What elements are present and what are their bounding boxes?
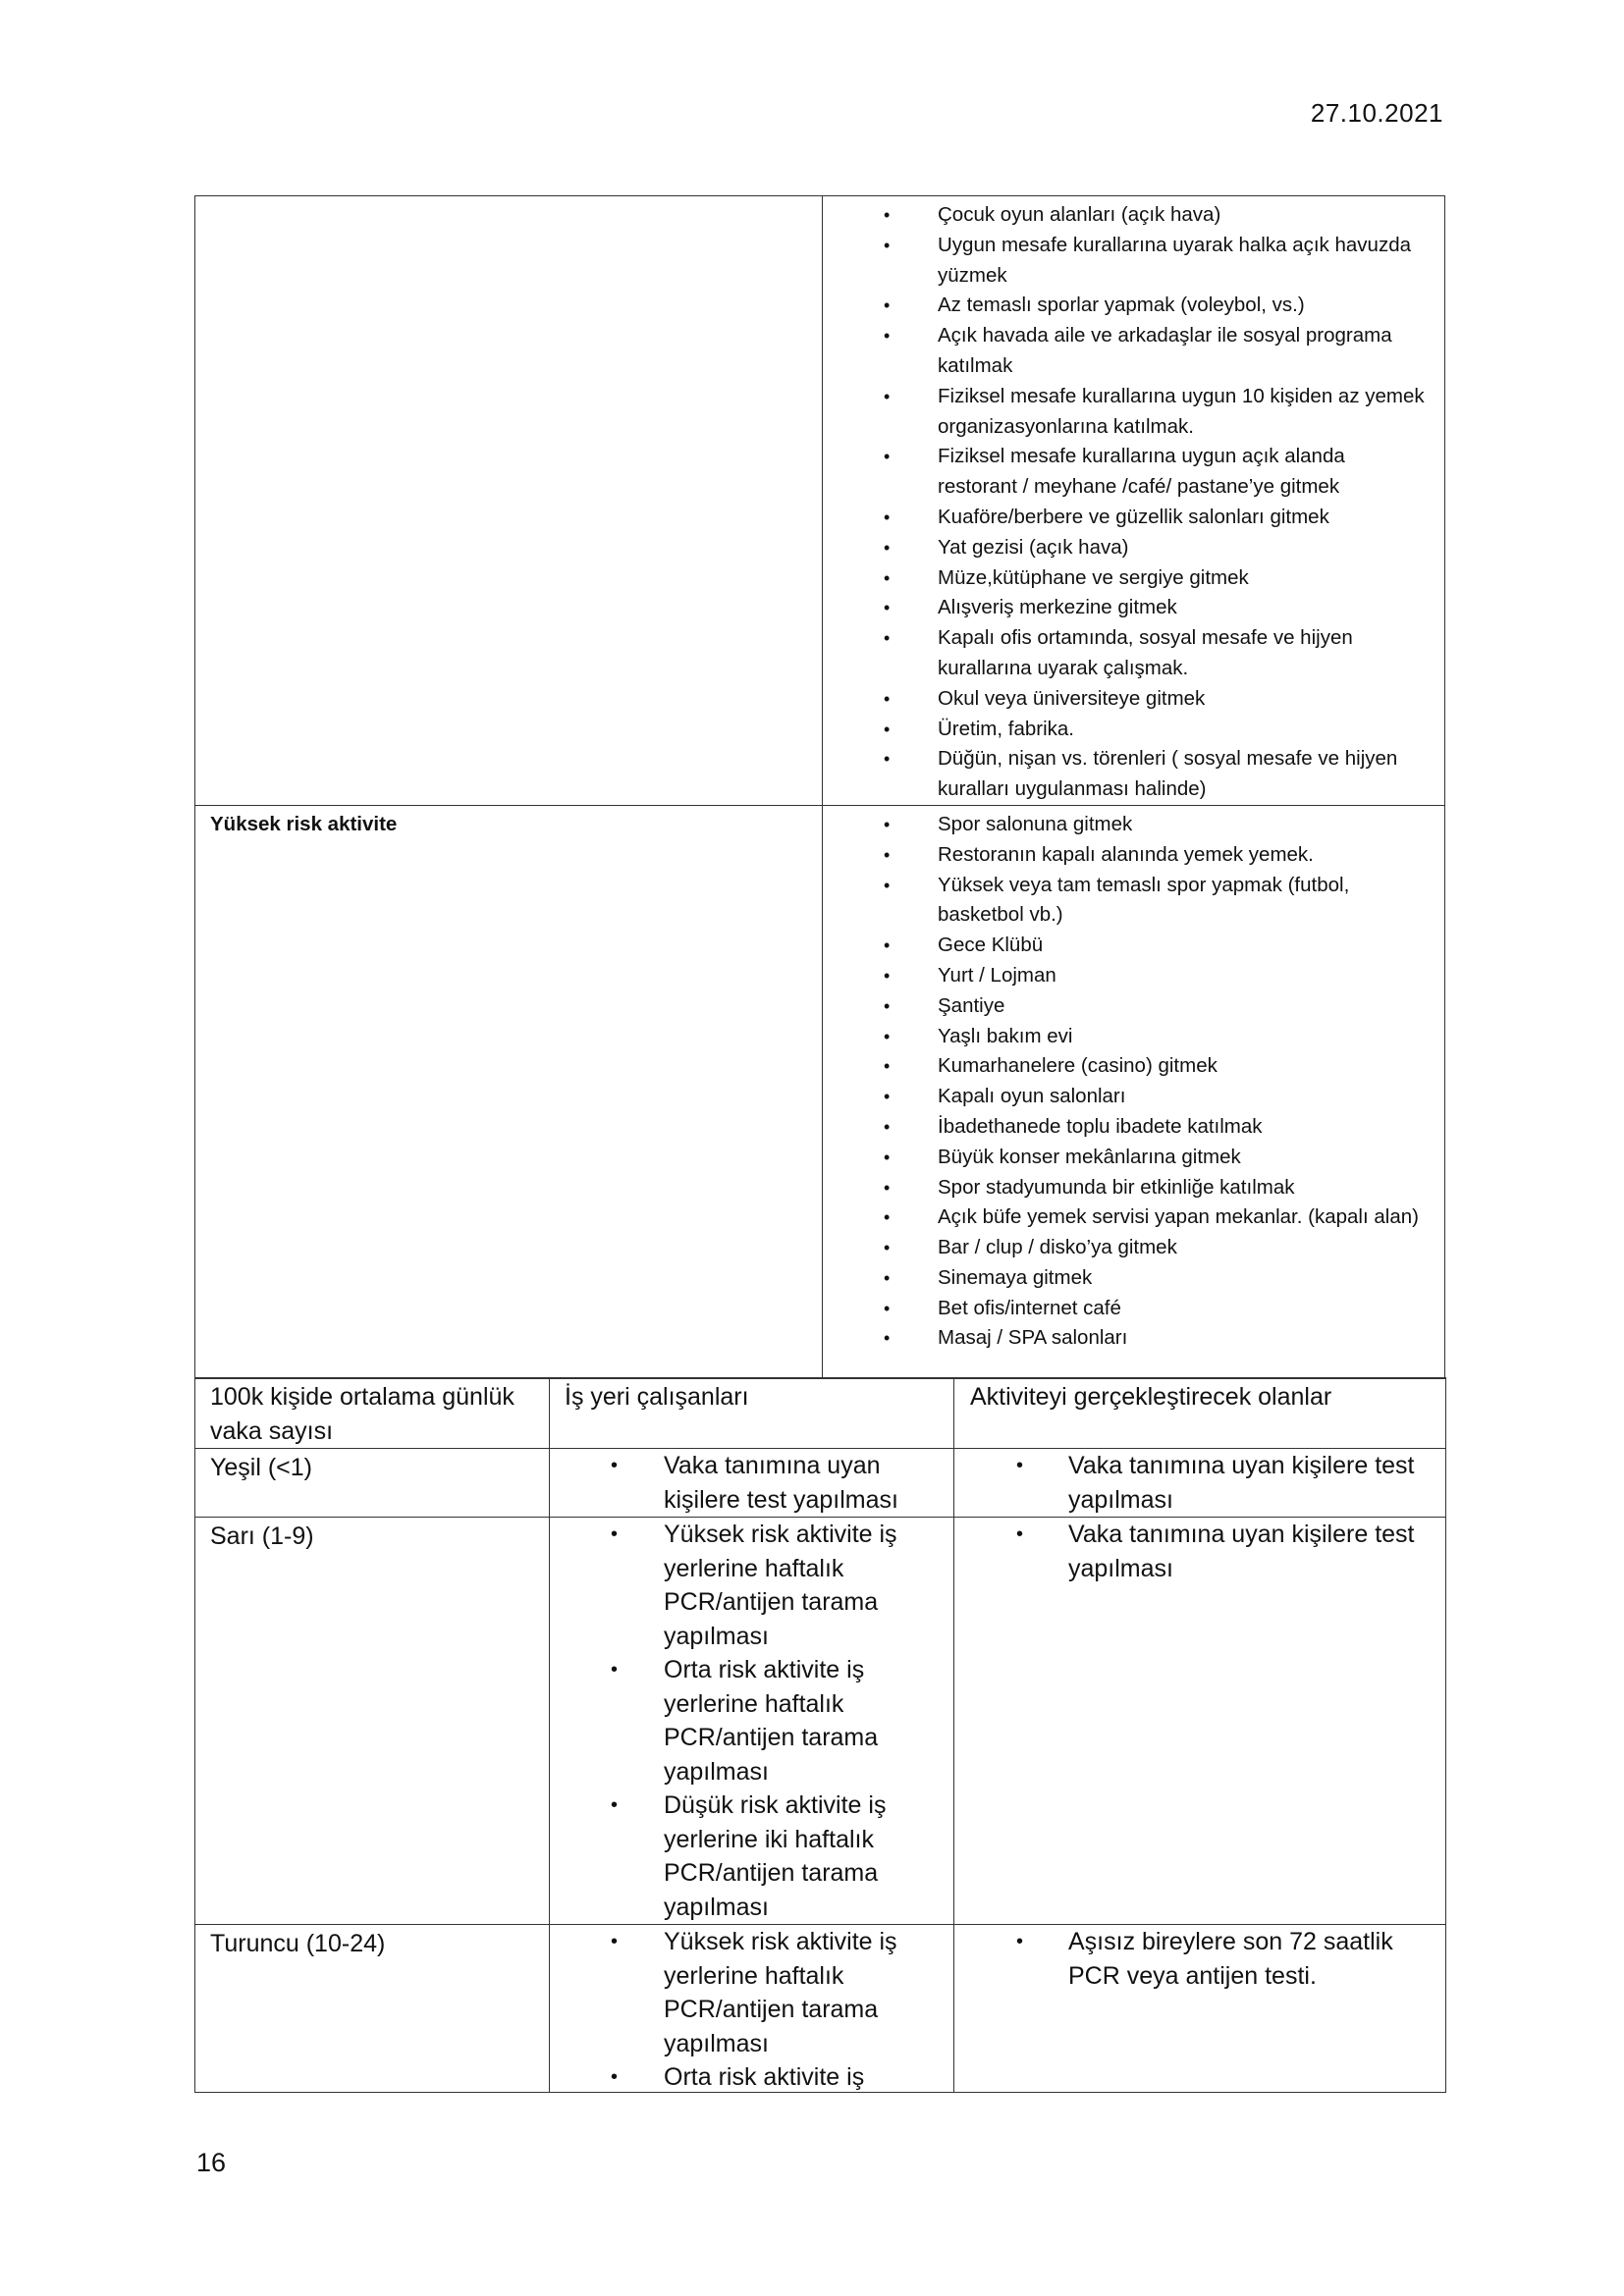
list-item — [550, 1789, 953, 1924]
bullet-icon: • — [884, 507, 891, 527]
table-row — [195, 805, 1445, 1378]
list-item-text: Kapalı oyun salonları — [938, 1085, 1126, 1108]
bullet-icon: • — [884, 235, 891, 255]
header-participants: Aktiviteyi gerçekleştirecek olanlar — [970, 1383, 1332, 1411]
list-item-text: Fiziksel mesafe kurallarına uygun açık alanda restorant / meyhane /café/ pastane’ye gitmek — [938, 445, 1345, 499]
bullet-icon: • — [884, 1026, 891, 1046]
participants-list — [954, 1925, 1445, 1993]
bullet-icon: • — [884, 205, 891, 225]
list-item-text: Çocuk oyun alanları (açık hava) — [938, 203, 1221, 226]
list-item — [823, 442, 1444, 503]
list-item-text: Masaj / SPA salonları — [938, 1326, 1128, 1350]
bullet-icon: • — [1016, 1931, 1024, 1952]
bullet-icon: • — [884, 1147, 891, 1167]
list-item-text: Okul veya üniversiteye gitmek — [938, 686, 1206, 710]
bullet-icon: • — [884, 567, 891, 588]
activity-list-cell — [823, 196, 1445, 806]
header-cell — [195, 1378, 550, 1449]
bullet-icon: • — [884, 628, 891, 649]
list-item — [823, 1112, 1444, 1143]
list-item-text: Spor salonuna gitmek — [938, 812, 1133, 835]
list-item-text: İbadethanede toplu ibadete katılmak — [938, 1114, 1263, 1138]
level-orange: Turuncu (10-24) — [210, 1930, 386, 1957]
workers-list — [550, 1449, 953, 1517]
bullet-icon: • — [884, 1267, 891, 1288]
bullet-icon: • — [884, 1207, 891, 1228]
list-item — [823, 1294, 1444, 1324]
list-item — [823, 961, 1444, 991]
participants-list — [954, 1449, 1445, 1517]
bullet-icon: • — [884, 1298, 891, 1318]
bullet-icon: • — [884, 326, 891, 347]
list-item — [823, 684, 1444, 715]
list-item-text: Sinemaya gitmek — [938, 1265, 1093, 1289]
bullet-icon: • — [884, 719, 891, 739]
bullet-icon: • — [884, 688, 891, 709]
list-item — [550, 1449, 953, 1517]
list-item — [823, 1143, 1444, 1173]
bullet-icon: • — [884, 844, 891, 865]
level-cell — [195, 1925, 550, 2093]
risk-label-cell — [195, 805, 823, 1378]
bullet-icon: • — [611, 1794, 619, 1816]
list-item-text: Düşük risk aktivite iş yerlerine iki haftalık PCR/antijen tarama yapılması — [664, 1791, 887, 1921]
list-item — [823, 871, 1444, 932]
list-item-text: Orta risk aktivite iş — [664, 2063, 865, 2091]
activity-list-cell — [823, 805, 1445, 1378]
risk-label-cell — [195, 196, 823, 806]
list-item — [550, 1518, 953, 1653]
header-workers: İş yeri çalışanları — [565, 1383, 749, 1411]
bullet-icon: • — [884, 814, 891, 834]
level-cell — [195, 1449, 550, 1518]
activity-list — [823, 196, 1444, 805]
list-item-text: Uygun mesafe kurallarına uyarak halka açık havuzda yüzmek — [938, 233, 1412, 287]
list-item-text: Açık havada aile ve arkadaşlar ile sosyal programa katılmak — [938, 324, 1392, 377]
list-item-text: Fiziksel mesafe kurallarına uygun 10 kişiden az yemek organizasyonlarına katılmak. — [938, 384, 1425, 438]
level-cell — [195, 1518, 550, 1925]
bullet-icon: • — [611, 2066, 619, 2088]
list-item-text: Az temaslı sporlar yapmak (voleybol, vs.) — [938, 294, 1305, 317]
list-item-text: Vaka tanımına uyan kişilere test yapılması — [1068, 1521, 1415, 1582]
workers-cell — [550, 1518, 954, 1925]
header-case-count: 100k kişide ortalama günlük vaka sayısı — [210, 1383, 514, 1445]
participants-cell — [954, 1518, 1446, 1925]
list-item — [954, 1925, 1445, 1993]
bullet-icon: • — [884, 965, 891, 986]
list-item-text: Düğün, nişan vs. törenleri ( sosyal mesafe ve hijyen kuralları uygulanması halinde) — [938, 747, 1398, 801]
list-item — [823, 1233, 1444, 1263]
bullet-icon: • — [884, 1328, 891, 1349]
list-item-text: Vaka tanımına uyan kişilere test yapılması — [1068, 1452, 1415, 1514]
bullet-icon: • — [884, 537, 891, 558]
bullet-icon: • — [611, 1931, 619, 1952]
list-item-text: Yurt / Lojman — [938, 963, 1056, 987]
list-item-text: Spor stadyumunda bir etkinliğe katılmak — [938, 1175, 1295, 1199]
bullet-icon: • — [884, 1238, 891, 1258]
list-item — [823, 1051, 1444, 1082]
list-item — [550, 1653, 953, 1789]
bullet-icon: • — [884, 447, 891, 467]
list-item — [823, 623, 1444, 684]
table-row — [195, 1925, 1446, 2093]
bullet-icon: • — [884, 935, 891, 956]
list-item — [550, 2060, 953, 2092]
list-item — [823, 321, 1444, 382]
list-item — [823, 991, 1444, 1022]
bullet-icon: • — [884, 1087, 891, 1107]
bullet-icon: • — [611, 1659, 619, 1681]
list-item-text: Bar / clup / disko’ya gitmek — [938, 1236, 1177, 1259]
list-item-text: Büyük konser mekânlarına gitmek — [938, 1145, 1241, 1168]
list-item — [823, 810, 1444, 840]
list-item — [823, 1022, 1444, 1052]
list-item-text: Restoranın kapalı alanında yemek yemek. — [938, 842, 1314, 866]
list-item — [823, 1173, 1444, 1203]
header-cell — [550, 1378, 954, 1449]
list-item-text: Vaka tanımına uyan kişilere test yapılması — [664, 1452, 898, 1514]
bullet-icon: • — [884, 1056, 891, 1077]
testing-policy-table — [194, 1377, 1446, 2093]
bullet-icon: • — [884, 386, 891, 406]
list-item-text: Yüksek risk aktivite iş yerlerine haftalık PCR/antijen tarama yapılması — [664, 1928, 897, 2057]
bullet-icon: • — [884, 1116, 891, 1137]
list-item — [823, 382, 1444, 443]
bullet-icon: • — [884, 749, 891, 770]
list-item — [954, 1518, 1445, 1585]
risk-label — [195, 196, 822, 200]
table-header-row — [195, 1378, 1446, 1449]
list-item-text: Şantiye — [938, 993, 1005, 1017]
list-item — [954, 1449, 1445, 1517]
list-item-text: Müze,kütüphane ve sergiye gitmek — [938, 565, 1249, 589]
list-item — [823, 593, 1444, 623]
bullet-icon: • — [884, 598, 891, 618]
activity-risk-table — [194, 195, 1445, 1379]
workers-cell — [550, 1925, 954, 2093]
workers-cell — [550, 1449, 954, 1518]
list-item — [823, 1202, 1444, 1233]
list-item-text: Bet ofis/internet café — [938, 1296, 1121, 1319]
list-item-text: Yaşlı bakım evi — [938, 1024, 1073, 1047]
workers-list — [550, 1925, 953, 2092]
list-item-text: Açık büfe yemek servisi yapan mekanlar. (kapalı alan) — [938, 1205, 1419, 1229]
list-item — [823, 840, 1444, 871]
bullet-icon: • — [1016, 1523, 1024, 1545]
list-item-text: Gece Klübü — [938, 934, 1044, 957]
list-item-text: Üretim, fabrika. — [938, 717, 1074, 740]
list-item-text: Aşısız bireylere son 72 saatlik PCR veya antijen testi. — [1068, 1928, 1393, 1990]
level-yellow: Sarı (1-9) — [210, 1522, 314, 1550]
list-item-text: Yat gezisi (açık hava) — [938, 535, 1129, 559]
bullet-icon: • — [884, 995, 891, 1016]
list-item — [823, 503, 1444, 533]
risk-label: Yüksek risk aktivite — [210, 812, 398, 835]
list-item — [823, 1082, 1444, 1112]
participants-cell — [954, 1449, 1446, 1518]
table-row — [195, 1449, 1446, 1518]
level-green: Yeşil (<1) — [210, 1454, 312, 1481]
bullet-icon: • — [884, 1177, 891, 1198]
list-item — [823, 931, 1444, 961]
bullet-icon: • — [1016, 1455, 1024, 1476]
list-item-text: Kumarhanelere (casino) gitmek — [938, 1054, 1218, 1078]
list-item-text: Kuaföre/berbere ve güzellik salonları gitmek — [938, 505, 1329, 528]
document-date: 27.10.2021 — [1310, 98, 1443, 128]
list-item — [823, 1263, 1444, 1294]
bullet-icon: • — [611, 1523, 619, 1545]
table-row — [195, 196, 1445, 806]
list-item — [823, 1323, 1444, 1354]
page-number: 16 — [196, 2148, 227, 2177]
list-item — [823, 291, 1444, 321]
header-cell — [954, 1378, 1446, 1449]
activity-list — [823, 806, 1444, 1354]
bullet-icon: • — [884, 875, 891, 895]
list-item — [823, 200, 1444, 231]
table-row — [195, 1518, 1446, 1925]
list-item-text: Yüksek risk aktivite iş yerlerine haftalık PCR/antijen tarama yapılması — [664, 1521, 897, 1650]
bullet-icon: • — [611, 1455, 619, 1476]
list-item — [823, 563, 1444, 594]
list-item — [823, 715, 1444, 745]
list-item — [823, 533, 1444, 563]
workers-list — [550, 1518, 953, 1924]
list-item-text: Kapalı ofis ortamında, sosyal mesafe ve hijyen kurallarına uyarak çalışmak. — [938, 626, 1353, 679]
list-item — [823, 231, 1444, 292]
list-item-text: Orta risk aktivite iş yerlerine haftalık PCR/antijen tarama yapılması — [664, 1656, 879, 1786]
participants-list — [954, 1518, 1445, 1585]
list-item — [550, 1925, 953, 2060]
list-item — [823, 744, 1444, 805]
participants-cell — [954, 1925, 1446, 2093]
list-item-text: Yüksek veya tam temaslı spor yapmak (futbol, basketbol vb.) — [938, 873, 1350, 927]
bullet-icon: • — [884, 295, 891, 316]
list-item-text: Alışveriş merkezine gitmek — [938, 596, 1177, 619]
